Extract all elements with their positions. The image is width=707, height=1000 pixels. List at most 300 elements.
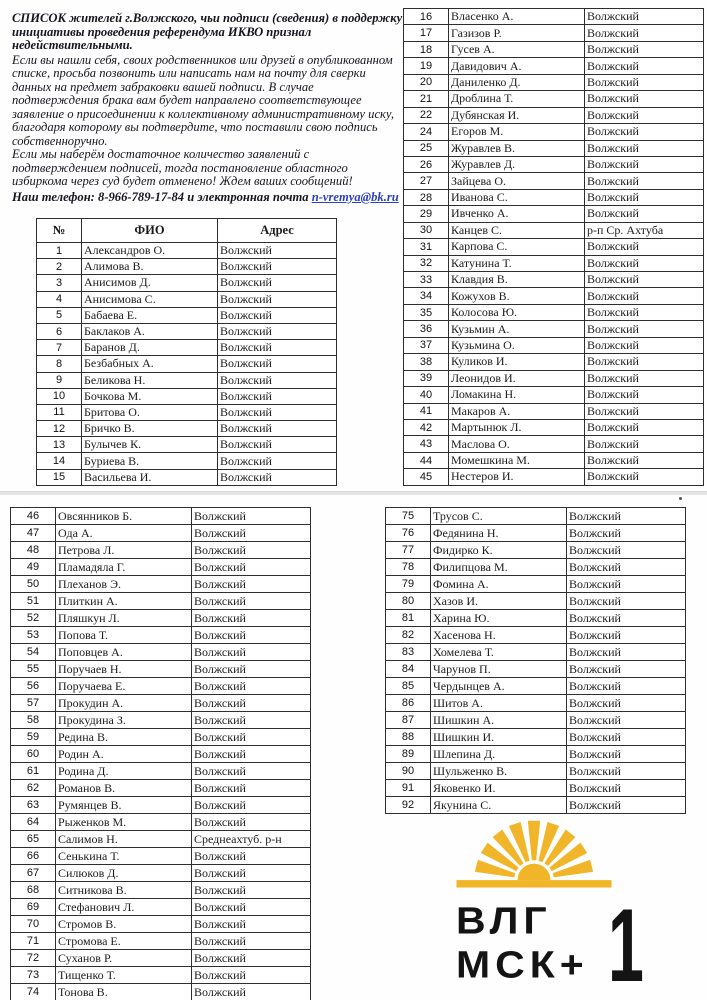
row-number-cell: 4 bbox=[37, 291, 82, 307]
table-row bbox=[386, 712, 686, 729]
name-cell: Трусов С. bbox=[431, 508, 567, 525]
row-number-cell: 19 bbox=[404, 58, 449, 74]
address-cell: Волжский bbox=[585, 452, 704, 468]
row-number-cell: 86 bbox=[386, 695, 431, 712]
name-cell: Стромов В. bbox=[56, 916, 192, 933]
table-row bbox=[37, 421, 337, 437]
row-number-cell: 54 bbox=[11, 644, 56, 661]
name-cell: Плиткин А. bbox=[56, 593, 192, 610]
table-row bbox=[37, 291, 337, 307]
table-row bbox=[11, 797, 311, 814]
address-cell: Волжский bbox=[192, 933, 311, 950]
row-number-cell: 50 bbox=[11, 576, 56, 593]
table-row bbox=[404, 436, 704, 452]
row-number-cell: 5 bbox=[37, 307, 82, 323]
address-cell: Волжский bbox=[585, 370, 704, 386]
row-number-cell: 87 bbox=[386, 712, 431, 729]
address-cell: Волжский bbox=[192, 882, 311, 899]
table-row bbox=[404, 173, 704, 189]
page-divider bbox=[0, 491, 707, 495]
name-cell: Филипцова М. bbox=[431, 559, 567, 576]
table-row bbox=[11, 695, 311, 712]
address-cell: Волжский bbox=[567, 763, 686, 780]
table-row bbox=[386, 661, 686, 678]
address-cell: Волжский bbox=[218, 372, 337, 388]
address-cell: Волжский bbox=[585, 272, 704, 288]
address-cell: Волжский bbox=[585, 41, 704, 57]
row-number-cell: 46 bbox=[11, 508, 56, 525]
name-cell: Бричко В. bbox=[82, 421, 218, 437]
table-row bbox=[404, 337, 704, 353]
name-cell: Катунина Т. bbox=[449, 255, 585, 271]
row-number-cell: 26 bbox=[404, 156, 449, 172]
address-cell: Волжский bbox=[567, 542, 686, 559]
name-cell: Газизов Р. bbox=[449, 25, 585, 41]
stray-dot bbox=[679, 497, 682, 500]
name-cell: Ивченко А. bbox=[449, 206, 585, 222]
address-cell: Волжский bbox=[567, 644, 686, 661]
row-number-cell: 28 bbox=[404, 189, 449, 205]
table-row bbox=[37, 372, 337, 388]
table-row bbox=[404, 74, 704, 90]
table-row bbox=[404, 469, 704, 485]
table-row bbox=[11, 542, 311, 559]
address-cell: Волжский bbox=[567, 593, 686, 610]
row-number-cell: 85 bbox=[386, 678, 431, 695]
table-row bbox=[386, 542, 686, 559]
name-cell: Александров О. bbox=[82, 243, 218, 259]
row-number-cell: 18 bbox=[404, 41, 449, 57]
address-cell: Волжский bbox=[218, 404, 337, 420]
address-cell: Волжский bbox=[218, 323, 337, 339]
name-cell: Романов В. bbox=[56, 780, 192, 797]
table-row bbox=[11, 967, 311, 984]
name-cell: Безбабных А. bbox=[82, 356, 218, 372]
table-row bbox=[11, 746, 311, 763]
address-cell: Волжский bbox=[585, 403, 704, 419]
name-cell: Поручаева Е. bbox=[56, 678, 192, 695]
address-cell: Волжский bbox=[192, 746, 311, 763]
name-cell: Макаров А. bbox=[449, 403, 585, 419]
address-cell: Волжский bbox=[585, 304, 704, 320]
address-cell: Волжский bbox=[567, 627, 686, 644]
name-cell: Сенькина Т. bbox=[56, 848, 192, 865]
row-number-cell: 2 bbox=[37, 259, 82, 275]
name-cell: Баклаков А. bbox=[82, 323, 218, 339]
name-cell: Хасенова Н. bbox=[431, 627, 567, 644]
address-cell: Волжский bbox=[192, 916, 311, 933]
table-row bbox=[11, 865, 311, 882]
address-cell: Волжский bbox=[192, 763, 311, 780]
address-cell: Волжский bbox=[218, 437, 337, 453]
address-cell: Волжский bbox=[585, 337, 704, 353]
row-number-cell: 10 bbox=[37, 388, 82, 404]
table-row bbox=[386, 593, 686, 610]
address-cell: Волжский bbox=[192, 576, 311, 593]
name-cell: Пляшкун Л. bbox=[56, 610, 192, 627]
row-number-cell: 3 bbox=[37, 275, 82, 291]
address-cell: Волжский bbox=[192, 848, 311, 865]
address-cell: Волжский bbox=[585, 173, 704, 189]
table-row bbox=[11, 899, 311, 916]
table-row bbox=[404, 304, 704, 320]
table-row bbox=[11, 627, 311, 644]
name-cell: Журавлев Д. bbox=[449, 156, 585, 172]
table-row bbox=[386, 610, 686, 627]
address-cell: Волжский bbox=[192, 627, 311, 644]
table-row bbox=[386, 627, 686, 644]
address-cell: Волжский bbox=[192, 780, 311, 797]
name-cell: Мартынюк Л. bbox=[449, 419, 585, 435]
address-cell: Волжский bbox=[192, 678, 311, 695]
row-number-cell: 70 bbox=[11, 916, 56, 933]
address-cell: Волжский bbox=[585, 140, 704, 156]
name-cell: Канцев С. bbox=[449, 222, 585, 238]
address-cell: Волжский bbox=[567, 576, 686, 593]
name-cell: Шлепина Д. bbox=[431, 746, 567, 763]
address-cell: Волжский bbox=[192, 950, 311, 967]
table-row bbox=[386, 780, 686, 797]
address-cell: Волжский bbox=[585, 156, 704, 172]
row-number-cell: 65 bbox=[11, 831, 56, 848]
name-cell: Шитов А. bbox=[431, 695, 567, 712]
row-number-cell: 64 bbox=[11, 814, 56, 831]
name-cell: Анисимов Д. bbox=[82, 275, 218, 291]
row-number-cell: 79 bbox=[386, 576, 431, 593]
address-cell: Волжский bbox=[192, 814, 311, 831]
address-cell: Волжский bbox=[567, 746, 686, 763]
address-cell: Волжский bbox=[585, 419, 704, 435]
table-row bbox=[404, 239, 704, 255]
row-number-cell: 45 bbox=[404, 469, 449, 485]
row-number-cell: 6 bbox=[37, 323, 82, 339]
row-number-cell: 66 bbox=[11, 848, 56, 865]
address-cell: Волжский bbox=[585, 91, 704, 107]
address-cell: Волжский bbox=[567, 695, 686, 712]
name-cell: Рыженков М. bbox=[56, 814, 192, 831]
address-cell: Волжский bbox=[585, 354, 704, 370]
row-number-cell: 14 bbox=[37, 453, 82, 469]
address-cell: Волжский bbox=[585, 74, 704, 90]
row-number-cell: 41 bbox=[404, 403, 449, 419]
row-number-cell: 74 bbox=[11, 984, 56, 1000]
name-cell: Чарунов П. bbox=[431, 661, 567, 678]
row-number-cell: 82 bbox=[386, 627, 431, 644]
row-number-cell: 25 bbox=[404, 140, 449, 156]
table-row bbox=[11, 950, 311, 967]
address-cell: Волжский bbox=[192, 593, 311, 610]
name-cell: Куликов И. bbox=[449, 354, 585, 370]
table-row bbox=[404, 272, 704, 288]
name-cell: Гусев А. bbox=[449, 41, 585, 57]
column-header: № bbox=[37, 219, 82, 243]
name-cell: Якунина С. bbox=[431, 797, 567, 814]
table-row bbox=[404, 222, 704, 238]
address-cell: Волжский bbox=[585, 58, 704, 74]
address-cell: Волжский bbox=[192, 644, 311, 661]
name-cell: Хомелева Т. bbox=[431, 644, 567, 661]
row-number-cell: 12 bbox=[37, 421, 82, 437]
table-row bbox=[404, 189, 704, 205]
table-row bbox=[386, 678, 686, 695]
name-cell: Иванова С. bbox=[449, 189, 585, 205]
column-header: ФИО bbox=[82, 219, 218, 243]
address-cell: Волжский bbox=[585, 9, 704, 25]
row-number-cell: 34 bbox=[404, 288, 449, 304]
table-row bbox=[11, 831, 311, 848]
row-number-cell: 35 bbox=[404, 304, 449, 320]
row-number-cell: 13 bbox=[37, 437, 82, 453]
row-number-cell: 27 bbox=[404, 173, 449, 189]
row-number-cell: 32 bbox=[404, 255, 449, 271]
row-number-cell: 30 bbox=[404, 222, 449, 238]
name-cell: Поповцев А. bbox=[56, 644, 192, 661]
row-number-cell: 62 bbox=[11, 780, 56, 797]
address-cell: Волжский bbox=[567, 712, 686, 729]
sun-ray bbox=[528, 821, 540, 861]
table-row bbox=[37, 469, 337, 485]
table-row bbox=[11, 729, 311, 746]
table-row bbox=[404, 354, 704, 370]
row-number-cell: 16 bbox=[404, 9, 449, 25]
address-cell: Волжский bbox=[192, 508, 311, 525]
table-row bbox=[11, 848, 311, 865]
name-cell: Салимов Н. bbox=[56, 831, 192, 848]
row-number-cell: 8 bbox=[37, 356, 82, 372]
name-cell: Давидович А. bbox=[449, 58, 585, 74]
signature-table-4 bbox=[385, 507, 686, 814]
name-cell: Попова Т. bbox=[56, 627, 192, 644]
name-cell: Родин А. bbox=[56, 746, 192, 763]
row-number-cell: 88 bbox=[386, 729, 431, 746]
row-number-cell: 71 bbox=[11, 933, 56, 950]
row-number-cell: 84 bbox=[386, 661, 431, 678]
row-number-cell: 21 bbox=[404, 91, 449, 107]
table-row bbox=[37, 323, 337, 339]
row-number-cell: 56 bbox=[11, 678, 56, 695]
row-number-cell: 59 bbox=[11, 729, 56, 746]
row-number-cell: 80 bbox=[386, 593, 431, 610]
name-cell: Чердынцев А. bbox=[431, 678, 567, 695]
page-title: СПИСОК жителей г.Волжского, чьи подписи (сведения) в поддержку инициативы проведения референдума ИКВО признал недействительными. bbox=[12, 11, 403, 52]
table-row bbox=[11, 644, 311, 661]
row-number-cell: 49 bbox=[11, 559, 56, 576]
row-number-cell: 20 bbox=[404, 74, 449, 90]
table-row bbox=[11, 525, 311, 542]
name-cell: Шульженко В. bbox=[431, 763, 567, 780]
address-cell: Волжский bbox=[585, 288, 704, 304]
followup-paragraph: Если мы наберём достаточное количество заявлений с подтверждением подписей, тогда постановление областного избиркома через суд будет отменено! Ждем ваших сообщений! bbox=[12, 147, 353, 188]
row-number-cell: 42 bbox=[404, 419, 449, 435]
name-cell: Тищенко Т. bbox=[56, 967, 192, 984]
logo-big-digit: 1 bbox=[608, 888, 644, 1000]
name-cell: Васильева И. bbox=[82, 469, 218, 485]
row-number-cell: 24 bbox=[404, 124, 449, 140]
row-number-cell: 37 bbox=[404, 337, 449, 353]
table-row bbox=[404, 58, 704, 74]
table-row bbox=[386, 763, 686, 780]
row-number-cell: 7 bbox=[37, 340, 82, 356]
address-cell: Волжский bbox=[567, 559, 686, 576]
row-number-cell: 9 bbox=[37, 372, 82, 388]
table-row bbox=[11, 678, 311, 695]
name-cell: Буриева В. bbox=[82, 453, 218, 469]
name-cell: Овсянников Б. bbox=[56, 508, 192, 525]
name-cell: Анисимова С. bbox=[82, 291, 218, 307]
address-cell: Волжский bbox=[567, 797, 686, 814]
name-cell: Ситникова В. bbox=[56, 882, 192, 899]
name-cell: Нестеров И. bbox=[449, 469, 585, 485]
contact-line bbox=[12, 191, 404, 205]
name-cell: Бритова О. bbox=[82, 404, 218, 420]
table-row bbox=[404, 419, 704, 435]
row-number-cell: 55 bbox=[11, 661, 56, 678]
table-row bbox=[404, 124, 704, 140]
row-number-cell: 83 bbox=[386, 644, 431, 661]
table-row bbox=[404, 387, 704, 403]
table-row bbox=[404, 140, 704, 156]
address-cell: Волжский bbox=[585, 124, 704, 140]
name-cell: Плеханов Э. bbox=[56, 576, 192, 593]
name-cell: Колосова Ю. bbox=[449, 304, 585, 320]
address-cell: Волжский bbox=[218, 388, 337, 404]
name-cell: Дубянская И. bbox=[449, 107, 585, 123]
address-cell: Волжский bbox=[218, 453, 337, 469]
table-row bbox=[11, 576, 311, 593]
name-cell: Леонидов И. bbox=[449, 370, 585, 386]
table-row bbox=[11, 661, 311, 678]
header-block bbox=[12, 12, 404, 204]
name-cell: Баранов Д. bbox=[82, 340, 218, 356]
row-number-cell: 17 bbox=[404, 25, 449, 41]
table-row bbox=[11, 610, 311, 627]
name-cell: Шишкин И. bbox=[431, 729, 567, 746]
name-cell: Румянцев В. bbox=[56, 797, 192, 814]
logo bbox=[430, 810, 692, 1000]
address-cell: Среднеахтуб. р-н bbox=[192, 831, 311, 848]
table-row bbox=[37, 437, 337, 453]
address-cell: Волжский bbox=[192, 865, 311, 882]
name-cell: Федянина Н. bbox=[431, 525, 567, 542]
table-row bbox=[404, 452, 704, 468]
table-row bbox=[386, 559, 686, 576]
address-cell: Волжский bbox=[567, 610, 686, 627]
row-number-cell: 67 bbox=[11, 865, 56, 882]
row-number-cell: 47 bbox=[11, 525, 56, 542]
name-cell: Тонова В. bbox=[56, 984, 192, 1000]
address-cell: Волжский bbox=[567, 661, 686, 678]
row-number-cell: 69 bbox=[11, 899, 56, 916]
address-cell: Волжский bbox=[567, 780, 686, 797]
name-cell: Шишкин А. bbox=[431, 712, 567, 729]
name-cell: Карпова С. bbox=[449, 239, 585, 255]
table-row bbox=[11, 933, 311, 950]
table-row bbox=[11, 593, 311, 610]
table-row bbox=[404, 370, 704, 386]
name-cell: Ломакина Н. bbox=[449, 387, 585, 403]
address-cell: Волжский bbox=[567, 525, 686, 542]
table-row bbox=[11, 882, 311, 899]
row-number-cell: 22 bbox=[404, 107, 449, 123]
address-cell: Волжский bbox=[218, 469, 337, 485]
row-number-cell: 40 bbox=[404, 387, 449, 403]
table-row bbox=[37, 243, 337, 259]
row-number-cell: 58 bbox=[11, 712, 56, 729]
address-cell: Волжский bbox=[192, 712, 311, 729]
table-row bbox=[37, 259, 337, 275]
table-row bbox=[386, 525, 686, 542]
row-number-cell: 39 bbox=[404, 370, 449, 386]
table-row bbox=[11, 508, 311, 525]
row-number-cell: 1 bbox=[37, 243, 82, 259]
contact-prefix: Наш телефон: 8-966-789-17-84 и электронная почта bbox=[12, 189, 312, 204]
address-cell: Волжский bbox=[192, 984, 311, 1000]
address-cell: Волжский bbox=[192, 559, 311, 576]
address-cell: Волжский bbox=[567, 729, 686, 746]
name-cell: Дроблина Т. bbox=[449, 91, 585, 107]
name-cell: Фидирко К. bbox=[431, 542, 567, 559]
address-cell: Волжский bbox=[192, 661, 311, 678]
row-number-cell: 38 bbox=[404, 354, 449, 370]
table-row bbox=[37, 340, 337, 356]
name-cell: Журавлев В. bbox=[449, 140, 585, 156]
row-number-cell: 63 bbox=[11, 797, 56, 814]
email-link[interactable]: n-vremya@bk.ru bbox=[311, 189, 399, 204]
row-number-cell: 48 bbox=[11, 542, 56, 559]
signature-table-3 bbox=[10, 507, 311, 1000]
row-number-cell: 44 bbox=[404, 452, 449, 468]
address-cell: Волжский bbox=[192, 967, 311, 984]
table-row bbox=[404, 255, 704, 271]
address-cell: Волжский bbox=[567, 678, 686, 695]
name-cell: Стефанович Л. bbox=[56, 899, 192, 916]
address-cell: Волжский bbox=[218, 275, 337, 291]
table-row bbox=[37, 388, 337, 404]
table-row bbox=[11, 814, 311, 831]
name-cell: Кожухов В. bbox=[449, 288, 585, 304]
address-cell: Волжский bbox=[585, 239, 704, 255]
address-cell: Волжский bbox=[192, 695, 311, 712]
table-row bbox=[386, 508, 686, 525]
row-number-cell: 77 bbox=[386, 542, 431, 559]
address-cell: Волжский bbox=[567, 508, 686, 525]
address-cell: Волжский bbox=[585, 206, 704, 222]
table-row bbox=[37, 307, 337, 323]
name-cell: Петрова Л. bbox=[56, 542, 192, 559]
row-number-cell: 90 bbox=[386, 763, 431, 780]
name-cell: Ода А. bbox=[56, 525, 192, 542]
name-cell: Фомина А. bbox=[431, 576, 567, 593]
table-row bbox=[404, 41, 704, 57]
name-cell: Власенко А. bbox=[449, 9, 585, 25]
address-cell: Волжский bbox=[585, 107, 704, 123]
name-cell: Клавдия В. bbox=[449, 272, 585, 288]
row-number-cell: 60 bbox=[11, 746, 56, 763]
address-cell: Волжский bbox=[218, 356, 337, 372]
row-number-cell: 36 bbox=[404, 321, 449, 337]
row-number-cell: 75 bbox=[386, 508, 431, 525]
row-number-cell: 52 bbox=[11, 610, 56, 627]
name-cell: Харина Ю. bbox=[431, 610, 567, 627]
address-cell: Волжский bbox=[585, 436, 704, 452]
address-cell: Волжский bbox=[218, 307, 337, 323]
name-cell: Алимова В. bbox=[82, 259, 218, 275]
address-cell: Волжский bbox=[585, 255, 704, 271]
row-number-cell: 78 bbox=[386, 559, 431, 576]
name-cell: Беликова Н. bbox=[82, 372, 218, 388]
table-row bbox=[11, 916, 311, 933]
address-cell: Волжский bbox=[585, 469, 704, 485]
